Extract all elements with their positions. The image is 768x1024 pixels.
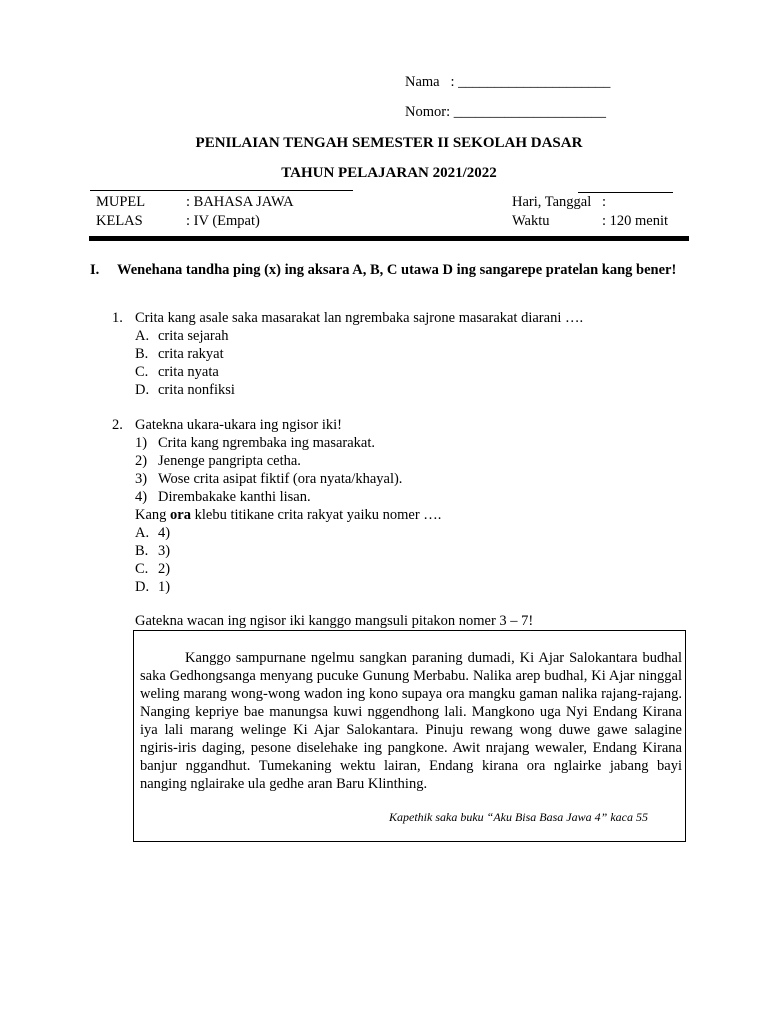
number-field — [405, 103, 606, 121]
question-2-prompt — [135, 506, 441, 524]
reading-instruction: Gatekna wacan ing ngisor iki kanggo mangsuli pitakon nomer 3 – 7! — [135, 613, 534, 629]
kelas-value: : IV (Empat) — [186, 213, 260, 229]
q2-option-a-text: 4) — [158, 525, 171, 541]
waktu-value: : 120 menit — [602, 213, 669, 229]
section-number: I. — [90, 262, 100, 278]
passage-body: Kanggo sampurnane ngelmu sangkan paraning dumadi, Ki Ajar Salokantara budhal saka Gedhongsanga menyang pucuke Gunung Merbabu. Nalika arep budhal, Ki Ajar ninggal weling marang wong-wong wadon ing kono supaya ora mangku gaman nalika rajang-rajang. Nanging kepriye bae manungsa kuwi nggendhong lali. Mangkono uga Nyi Endang Kirana iya lali marang welinge Ki Ajar Salokantara. Pinuju rewang wong duwe gawe salagine ngiris-iris daging, pesone diselehake ing pangkone. Awit nrajang wewaler, Endang Kirana banjur nggandhut. Tumekaning wektu lairan, Endang kirana ora nglairke jabang bayi nanging nglairake ula gedhe aran Baru Klinthing. — [140, 650, 682, 792]
q2-statement-4-text: Dirembakake kanthi lisan. — [158, 489, 311, 505]
question-1-number: 1. — [112, 310, 123, 326]
question-1-text: Crita kang asale saka masarakat lan ngrembaka sajrone masarakat diarani …. — [135, 310, 584, 326]
mupel-label: MUPEL — [96, 194, 146, 210]
q2-statement-3-text: Wose crita asipat fiktif (ora nyata/khayal). — [158, 471, 403, 487]
exam-title: PENILAIAN TENGAH SEMESTER II SEKOLAH DASAR — [195, 135, 583, 151]
header-rule-top-right — [578, 192, 673, 193]
school-year-title: TAHUN PELAJARAN 2021/2022 — [281, 165, 497, 181]
q2-prompt-post: klebu titikane crita rakyat yaiku nomer …. — [190, 507, 442, 523]
waktu-label: Waktu — [512, 213, 550, 229]
q1-option-c-letter: C. — [135, 364, 149, 380]
hari-value: : — [602, 194, 607, 210]
q2-statement-2-num: 2) — [135, 453, 148, 469]
passage-text — [140, 649, 682, 793]
q1-option-b-text: crita rakyat — [158, 346, 224, 362]
q2-statement-4-num: 4) — [135, 489, 148, 505]
name-field — [405, 73, 610, 91]
question-2-text: Gatekna ukara-ukara ing ngisor iki! — [135, 417, 342, 433]
q2-option-d-letter: D. — [135, 579, 150, 595]
q2-option-c-letter: C. — [135, 561, 149, 577]
q2-option-d-text: 1) — [158, 579, 171, 595]
name-label: Nama — [405, 74, 440, 90]
kelas-label: KELAS — [96, 213, 143, 229]
number-blank: : _____________________ — [446, 104, 606, 120]
hari-label: Hari, Tanggal — [512, 194, 592, 210]
name-blank: : _____________________ — [450, 74, 611, 90]
q1-option-d-letter: D. — [135, 382, 150, 398]
q2-statement-3-num: 3) — [135, 471, 148, 487]
header-rule-bottom — [89, 236, 689, 241]
q2-statement-1-text: Crita kang ngrembaka ing masarakat. — [158, 435, 376, 451]
section-instruction: Wenehana tandha ping (x) ing aksara A, B, C utawa D ing sangarepe pratelan kang bener! — [117, 262, 677, 278]
header-rule-top-left — [90, 190, 353, 191]
q2-option-c-text: 2) — [158, 561, 171, 577]
q2-option-b-letter: B. — [135, 543, 149, 559]
q2-statement-2-text: Jenenge pangripta cetha. — [158, 453, 301, 469]
q2-option-a-letter: A. — [135, 525, 150, 541]
q1-option-a-text: crita sejarah — [158, 328, 229, 344]
q2-prompt-pre: Kang — [135, 507, 171, 523]
number-label: Nomor — [405, 104, 447, 120]
q1-option-d-text: crita nonfiksi — [158, 382, 235, 398]
passage-source: Kapethik saka buku “Aku Bisa Basa Jawa 4” kaca 55 — [389, 810, 648, 824]
q1-option-a-letter: A. — [135, 328, 150, 344]
q2-prompt-bold: ora — [170, 507, 191, 523]
q2-option-b-text: 3) — [158, 543, 171, 559]
mupel-value: : BAHASA JAWA — [186, 194, 294, 210]
q2-statement-1-num: 1) — [135, 435, 148, 451]
q1-option-c-text: crita nyata — [158, 364, 219, 380]
question-2-number: 2. — [112, 417, 123, 433]
q1-option-b-letter: B. — [135, 346, 149, 362]
